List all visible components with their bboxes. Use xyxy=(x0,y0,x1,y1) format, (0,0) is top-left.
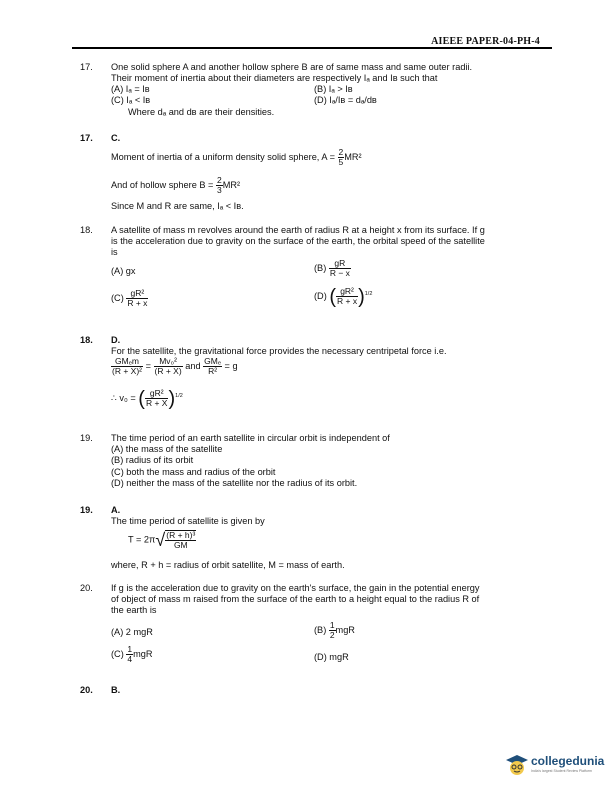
denominator: 2 xyxy=(329,630,335,640)
option-b xyxy=(314,621,355,640)
option-c: (C) both the mass and radius of the orbit xyxy=(111,467,276,477)
answer-key: B. xyxy=(111,685,121,695)
fraction xyxy=(165,530,196,550)
option-label: (B) xyxy=(314,624,327,635)
question-text: is xyxy=(111,247,118,257)
exponent: 1/2 xyxy=(175,392,183,399)
fraction xyxy=(145,389,169,408)
sqrt-sign: √ xyxy=(155,530,166,550)
fraction xyxy=(126,289,148,308)
fraction xyxy=(111,357,143,376)
question-text: the earth is xyxy=(111,605,157,615)
denominator: R + x xyxy=(337,296,358,306)
option-d: (D) Iₐ/Iʙ = dₐ/dʙ xyxy=(314,95,377,105)
equals-sign: = xyxy=(145,360,151,371)
question-text: is the acceleration due to gravity on the surface of the earth, the orbital speed of the satellite xyxy=(111,236,485,246)
conjunction: and xyxy=(185,360,201,371)
solution-equation xyxy=(111,357,238,376)
denominator: GM xyxy=(173,540,188,550)
question-text: of object of mass m raised from the surface of the earth to a height equal to the radius R of xyxy=(111,594,480,604)
question-text: The time period of an earth satellite in circular orbit is independent of xyxy=(111,433,390,443)
collegedunia-logo-icon xyxy=(505,753,529,782)
denominator: (R + X) xyxy=(154,366,182,376)
numerator: 2 xyxy=(338,147,344,157)
left-paren: ( xyxy=(329,285,336,308)
logo-tagline: India's largest Student Review Platform xyxy=(531,769,592,773)
header-rule xyxy=(72,47,552,49)
fraction xyxy=(203,357,222,376)
denominator: 3 xyxy=(216,185,222,195)
solution-text: The time period of satellite is given by xyxy=(111,516,265,526)
solution-line xyxy=(111,176,240,195)
denominator: (R + X)² xyxy=(112,366,142,376)
option-c xyxy=(111,289,148,308)
left-paren: ( xyxy=(138,387,145,410)
answer-number: 19. xyxy=(80,505,93,515)
option-label: (C) xyxy=(111,648,124,659)
option-a: (A) Iₐ = Iʙ xyxy=(111,84,150,94)
question-number: 20. xyxy=(80,583,93,593)
solution-text: And of hollow sphere B = xyxy=(111,179,214,190)
question-text: If g is the acceleration due to gravity on the earth's surface, the gain in the potential energy xyxy=(111,583,480,593)
exponent: 1/2 xyxy=(364,290,373,297)
velocity-label: ∴ v₀ = xyxy=(111,392,136,403)
option-d: (D) mgR xyxy=(314,652,349,662)
option-c: (C) Iₐ < Iʙ xyxy=(111,95,151,105)
denominator: R − x xyxy=(329,268,350,278)
option-d xyxy=(314,287,372,306)
numerator: gR xyxy=(329,259,351,269)
numerator: GMₑm xyxy=(111,357,143,367)
numerator: (R + h)³ xyxy=(166,530,196,540)
option-a: (A) 2 mgR xyxy=(111,627,153,637)
option-b xyxy=(314,259,351,278)
answer-key: A. xyxy=(111,505,121,515)
answer-key: D. xyxy=(111,335,121,345)
solution-text: Since M and R are same, Iₐ < Iʙ. xyxy=(111,201,244,211)
numerator: 2 xyxy=(216,175,222,185)
fraction xyxy=(216,176,223,195)
question-text: Their moment of inertia about their diameters are respectively Iₐ and Iʙ such that xyxy=(111,73,438,83)
numerator: gR² xyxy=(145,389,169,399)
question-text: Where dₐ and dʙ are their densities. xyxy=(128,107,275,117)
fraction xyxy=(336,287,358,306)
answer-number: 18. xyxy=(80,335,93,345)
option-text: mgR xyxy=(335,624,355,635)
fraction xyxy=(154,357,183,376)
equals-g: = g xyxy=(224,360,238,371)
question-number: 18. xyxy=(80,225,93,235)
solution-text: MR² xyxy=(344,151,362,162)
solution-text: For the satellite, the gravitational force provides the necessary centripetal force i.e. xyxy=(111,346,447,356)
numerator: Mv₀² xyxy=(154,357,183,367)
option-a: (A) gx xyxy=(111,266,136,276)
option-label: (C) xyxy=(111,292,124,303)
period-label: T = 2π xyxy=(128,534,156,545)
numerator: gR² xyxy=(126,289,148,299)
solution-line xyxy=(111,148,362,167)
denominator: 5 xyxy=(338,157,344,167)
option-a: (A) the mass of the satellite xyxy=(111,444,223,454)
page-header: AIEEE PAPER-04-PH-4 xyxy=(431,36,540,47)
logo-name: collegedunia xyxy=(531,754,605,768)
question-text: One solid sphere A and another hollow sphere B are of same mass and same outer radii. xyxy=(111,62,473,72)
question-text: A satellite of mass m revolves around the earth of radius R at a height x from its surface. If g xyxy=(111,225,485,235)
option-label: (D) xyxy=(314,290,327,301)
numerator: 1 xyxy=(127,644,133,654)
solution-equation xyxy=(111,389,183,408)
denominator: R + X xyxy=(145,398,168,408)
fraction xyxy=(329,621,336,640)
solution-text: MR² xyxy=(222,179,241,190)
answer-number: 17. xyxy=(80,133,93,143)
solution-equation xyxy=(128,530,196,550)
numerator: gR² xyxy=(336,287,358,297)
answer-number: 20. xyxy=(80,685,93,695)
option-label: (B) xyxy=(314,262,327,273)
right-paren: ) xyxy=(358,285,365,308)
option-d: (D) neither the mass of the satellite nor the radius of its orbit. xyxy=(111,478,358,488)
numerator: GMₑ xyxy=(204,356,221,366)
option-b: (B) radius of its orbit xyxy=(111,455,194,465)
right-paren: ) xyxy=(168,387,176,410)
option-text: mgR xyxy=(133,648,153,659)
fraction xyxy=(329,259,351,278)
numerator: 1 xyxy=(329,620,335,630)
solution-text: Moment of inertia of a uniform density solid sphere, A = xyxy=(111,151,335,162)
question-number: 19. xyxy=(80,433,93,443)
denominator: R + x xyxy=(127,298,148,308)
question-number: 17. xyxy=(80,62,93,72)
option-c xyxy=(111,645,152,664)
denominator: R² xyxy=(208,366,218,376)
option-b: (B) Iₐ > Iʙ xyxy=(314,84,353,94)
solution-text: where, R + h = radius of orbit satellite, M = mass of earth. xyxy=(111,560,345,570)
denominator: 4 xyxy=(127,654,133,664)
answer-key: C. xyxy=(111,133,121,143)
